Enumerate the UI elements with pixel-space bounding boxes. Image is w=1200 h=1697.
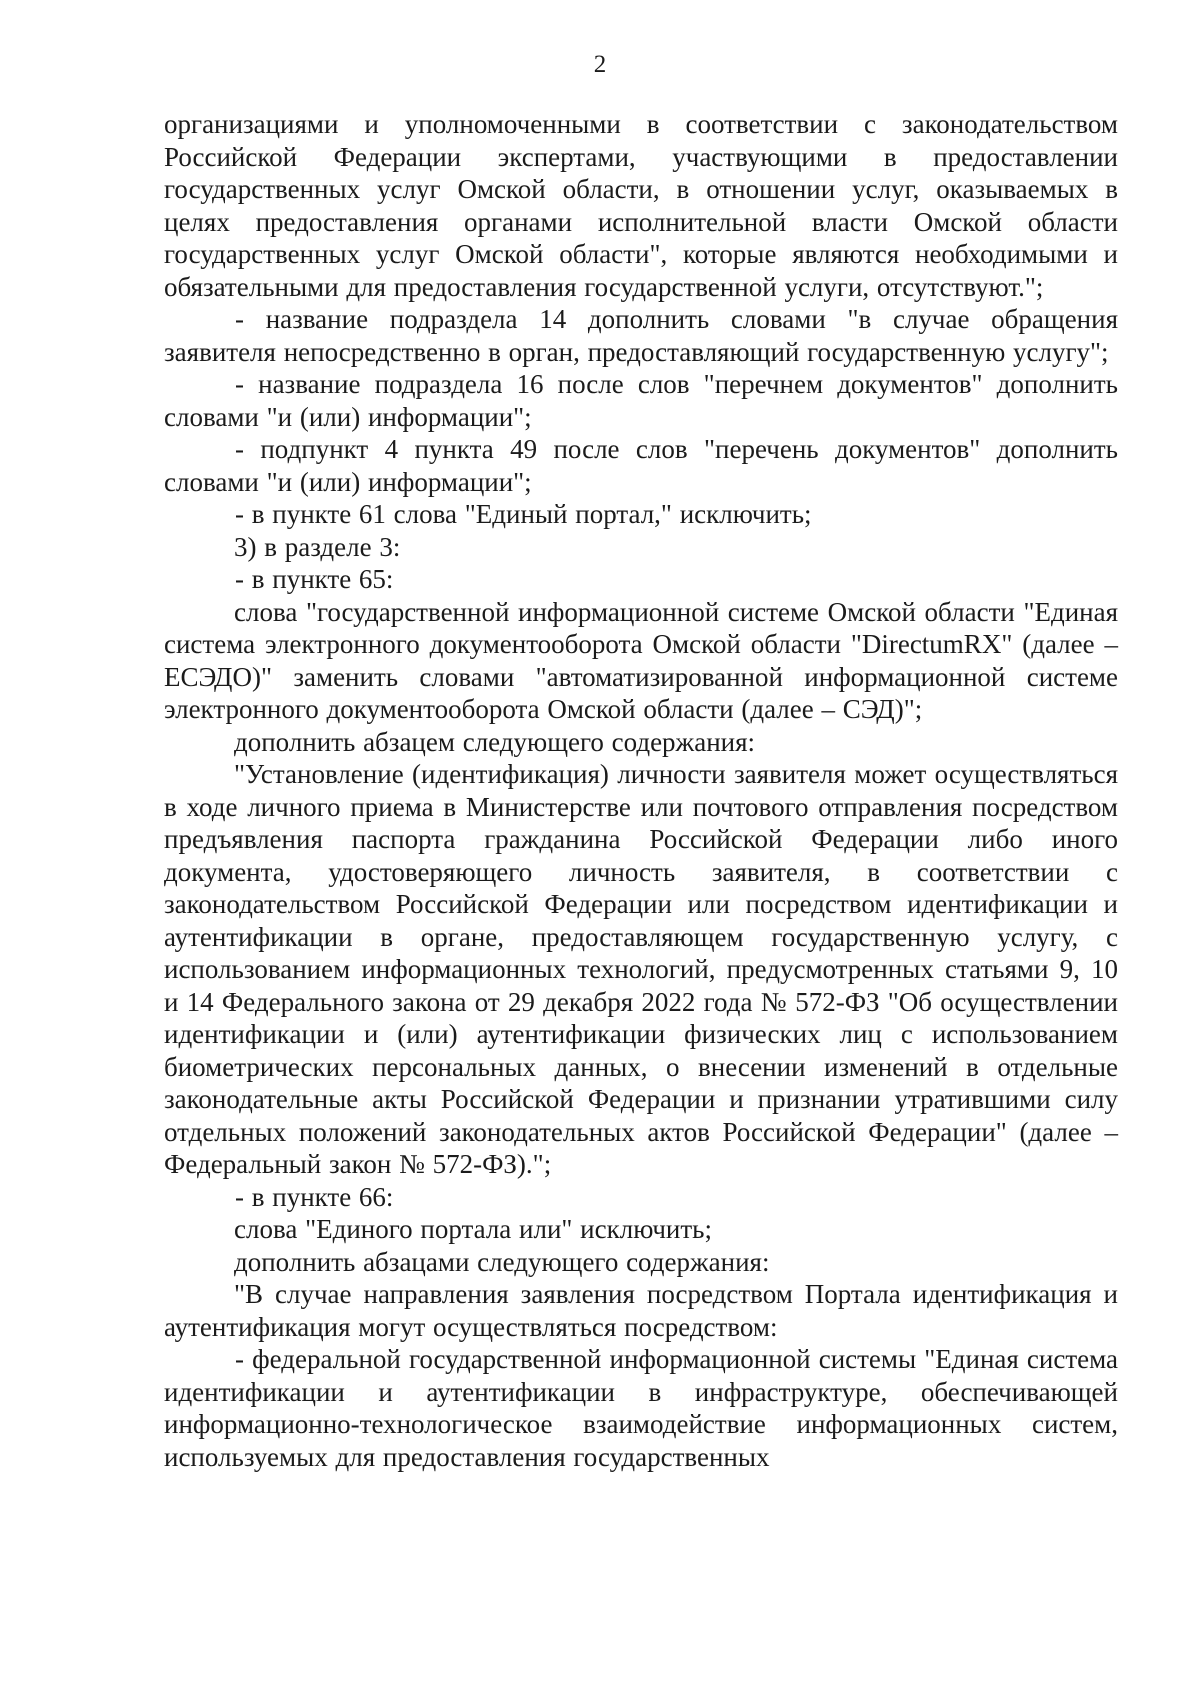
paragraph-item-subsection-16: - название подраздела 16 после слов "перечнем документов" дополнить словами "и (или) информации"; bbox=[164, 369, 1118, 432]
paragraph-identification: "Установление (идентификация) личности заявителя может осуществляться в ходе личного приема в Министерстве или почтового отправления посредством предъявления паспорта гражданина Российской Федерации либо иного документа, удостоверяющего личность заявителя, в соответствии с законодательством Российской Федерации или посредством идентификации и аутентификации в органе, предоставляющем государственную услугу, с использованием информационных технологий, предусмотренных статьями 9, 10 и 14 Федерального закона от 29 декабря 2022 года № 572-ФЗ "Об осуществлении идентификации и (или) аутентификации физических лиц с использованием биометрических персональных данных, о внесении изменений в отдельные законодательные акты Российской Федерации и признании утратившими силу отдельных положений законодательных актов Российской Федерации" (далее – Федеральный закон № 572-ФЗ)."; bbox=[164, 759, 1118, 1179]
paragraph-item-point-66: - в пункте 66: bbox=[235, 1181, 394, 1212]
paragraph-item-point-49: - подпункт 4 пункта 49 после слов "перечень документов" дополнить словами "и (или) информации"; bbox=[164, 434, 1118, 497]
page-number: 2 bbox=[593, 51, 607, 78]
paragraph-section-3: 3) в разделе 3: bbox=[234, 531, 401, 562]
paragraph-item-federal-system: - федеральной государственной информационной системы "Единая система идентификации и аутентификации в инфраструктуре, обеспечивающей информационно-технологическое взаимодействие информационных систем, используемых для предоставления государственных bbox=[164, 1344, 1118, 1472]
paragraph-replace-words: слова "государственной информационной системе Омской области "Единая система электронного документооборота Омской области "DirectumRX" (далее – ЕСЭДО)" заменить словами "автоматизированной информационной системе электронного документооборота Омской области (далее – СЭД)"; bbox=[164, 596, 1118, 724]
document-body bbox=[164, 108, 1118, 1473]
paragraph-exclude-words: слова "Единого портала или" исключить; bbox=[234, 1214, 712, 1244]
paragraph-item-point-61: - в пункте 61 слова "Единый портал," исключить; bbox=[235, 499, 812, 529]
paragraph-add-clauses: дополнить абзацами следующего содержания: bbox=[234, 1246, 770, 1277]
paragraph-add-clause: дополнить абзацем следующего содержания: bbox=[234, 726, 756, 757]
paragraph-portal-case: "В случае направления заявления посредством Портала идентификация и аутентификация могут осуществляться посредством: bbox=[164, 1279, 1118, 1342]
paragraph-item-subsection-14: - название подраздела 14 дополнить словами "в случае обращения заявителя непосредственно в орган, предоставляющий государственную услугу"; bbox=[164, 304, 1118, 367]
paragraph-continuation: организациями и уполномоченными в соответствии с законодательством Российской Федерации экспертами, участвующими в предоставлении государственных услуг Омской области, в отношении услуг, оказываемых в целях предоставления органами исполнительной власти Омской области государственных услуг Омской области", которые являются необходимыми и обязательными для предоставления государственной услуги, отсутствуют."; bbox=[164, 109, 1118, 302]
paragraph-item-point-65: - в пункте 65: bbox=[235, 564, 394, 594]
